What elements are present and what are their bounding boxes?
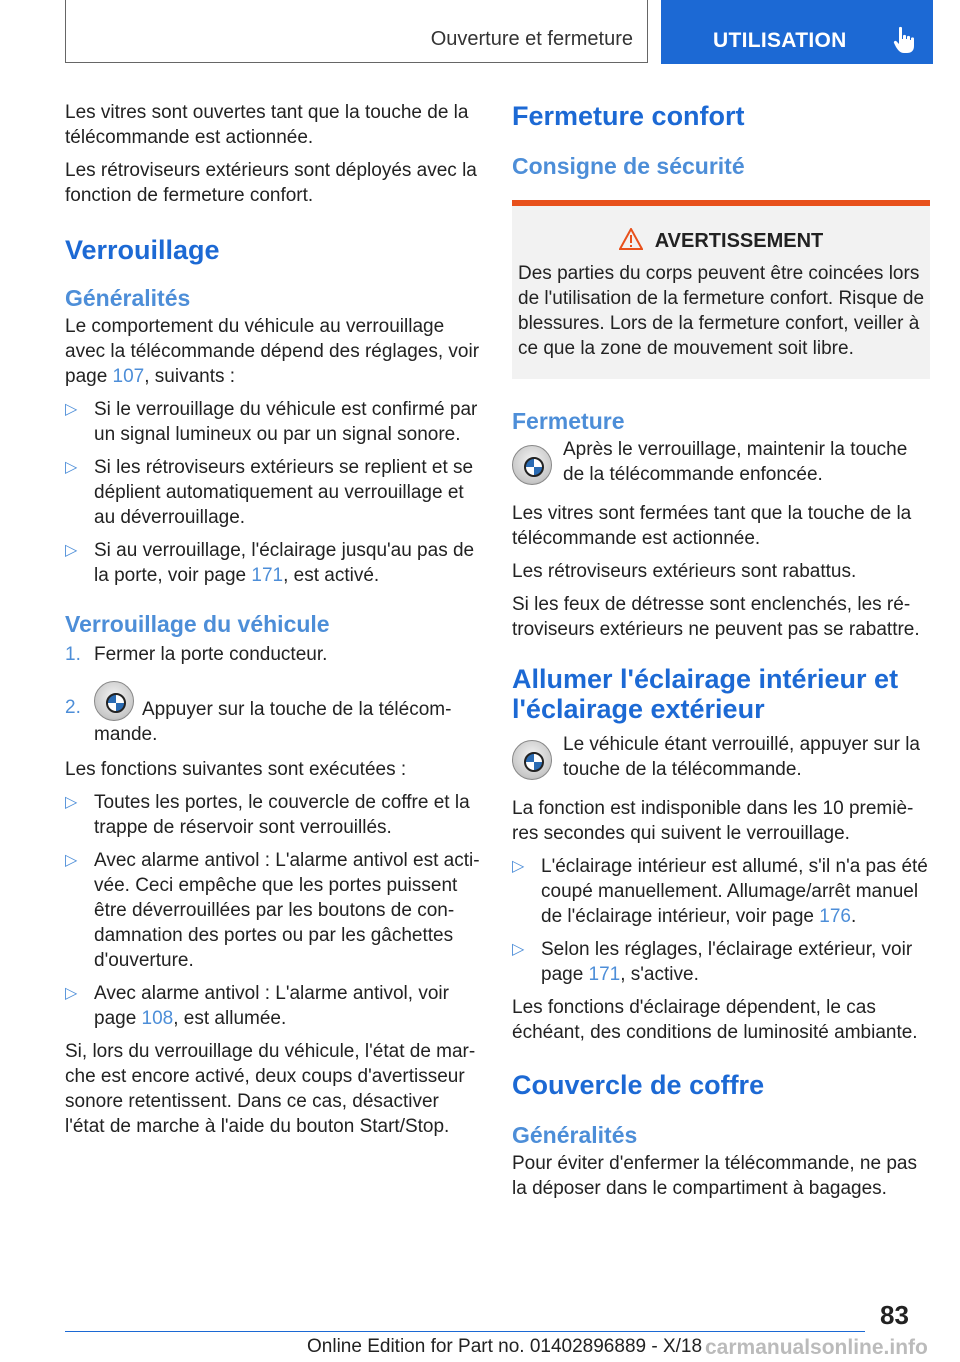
list-item xyxy=(65,848,483,973)
couvercle-paragraph: Pour éviter d'enfermer la télécommande, ne pas la déposer dans le compartiment à bagages. xyxy=(512,1153,917,1199)
warning-text: Des parties du corps peuvent être coincées lors de l'utilisation de la fermeture confort. Risque de blessures. Lors de la fermeture confort, veiller à ce que la zone de mouvement soit libre. xyxy=(518,263,925,359)
fermeture-instruction-text: Après le verrouillage, maintenir la touche de la télécommande enfoncée. xyxy=(563,439,908,485)
generalites-paragraph xyxy=(65,314,483,389)
allumer-paragraph-2: Les fonctions d'éclairage dépendent, le cas échéant, des conditions de luminosité ambiante. xyxy=(512,997,918,1043)
list-item xyxy=(65,397,483,447)
header-section-box xyxy=(65,0,648,63)
list-item xyxy=(65,538,483,588)
heading-verrouillage: Verrouillage xyxy=(65,235,220,265)
footer-divider xyxy=(65,1331,865,1332)
generalites-text-end: , suivants : xyxy=(144,366,236,387)
list-item-text: Si les rétroviseurs extérieurs se replient et se déplient automatiquement au verrouillage et au déverrouillage. xyxy=(94,457,474,528)
list-item-text-end: . xyxy=(850,906,857,927)
list-item-text-end: , est activé. xyxy=(283,565,380,586)
warning-title-text: AVERTISSEMENT xyxy=(654,230,824,252)
left-column xyxy=(65,100,483,1147)
fermeture-paragraph-2: Les rétroviseurs extérieurs sont rabattus. xyxy=(512,561,857,582)
functions-intro: Les fonctions suivantes sont exécutées : xyxy=(65,759,407,780)
warning-title xyxy=(518,228,924,253)
list-item-text-end: , est allumée. xyxy=(173,1008,287,1029)
step-number: 1. xyxy=(65,644,81,665)
triangle-bullet-icon: ▷ xyxy=(65,852,78,869)
intro-paragraph-1: Les vitres sont ouvertes tant que la touche de la télécommande est actionnée. xyxy=(65,102,469,148)
key-fob-icon xyxy=(512,445,552,485)
heading-couvercle-coffre: Couvercle de coffre xyxy=(512,1070,765,1100)
allumer-instruction xyxy=(512,732,930,782)
allumer-instruction-text: Le véhicule étant verrouillé, appuyer sur la touche de la télécommande. xyxy=(563,734,920,780)
allumer-paragraph-1: La fonction est indisponible dans les 10 premières secondes qui suivent le verrouillage. xyxy=(512,798,914,844)
page-number: 83 xyxy=(880,1300,909,1330)
generalites-text: Le comportement du véhicule au verrouillage avec la télécommande dépend des réglages, voir page xyxy=(65,316,480,387)
header-chapter-tab xyxy=(661,0,933,64)
heading-fermeture: Fermeture xyxy=(512,408,625,434)
closing-paragraph: Si, lors du verrouillage du véhicule, l'état de marche est encore activé, deux coups d'avertisseur sonore retentissent. Dans ce cas, désactiver l'état de marche à l'aide du bouton Start/Stop. xyxy=(65,1041,476,1137)
heading-verrouillage-vehicule: Verrouillage du véhicule xyxy=(65,611,330,637)
step-item xyxy=(65,677,483,747)
triangle-bullet-icon: ▷ xyxy=(65,794,78,811)
functions-list xyxy=(65,790,483,1031)
warning-triangle-icon xyxy=(619,228,643,250)
heading-allumer-eclairage: Allumer l'éclairage intérieur et l'éclairage extérieur xyxy=(512,664,899,724)
triangle-bullet-icon: ▷ xyxy=(65,459,78,476)
intro-paragraph-2: Les rétroviseurs extérieurs sont déployés avec la fonction de fermeture confort. xyxy=(65,160,477,206)
list-item-text: Toutes les portes, le couvercle de coffre et la trappe de réservoir sont verrouillés. xyxy=(94,792,470,838)
triangle-bullet-icon: ▷ xyxy=(512,858,525,875)
list-item-text: Avec alarme antivol : L'alarme antivol, voir page xyxy=(94,983,449,1029)
page-link-176[interactable]: 176 xyxy=(819,906,851,927)
hand-pointing-icon xyxy=(893,26,919,54)
key-fob-icon xyxy=(512,740,552,780)
step-text: Appuyer sur la touche de la télécommande. xyxy=(94,699,452,745)
heading-fermeture-confort: Fermeture confort xyxy=(512,101,745,131)
warning-box xyxy=(512,200,930,379)
heading-consigne-securite: Consigne de sécurité xyxy=(512,153,745,179)
fermeture-paragraph-3: Si les feux de détresse sont enclenchés, les rétroviseurs extérieurs ne peuvent pas se rabattre. xyxy=(512,594,920,640)
list-item-text: Selon les réglages, l'éclairage extérieur, voir page xyxy=(541,939,913,985)
list-item-text: Si le verrouillage du véhicule est confirmé par un signal lumineux ou par un signal sonore. xyxy=(94,399,478,445)
watermark: carmanualsonline.info xyxy=(705,1336,928,1359)
generalites-list xyxy=(65,397,483,588)
heading-generalites: Généralités xyxy=(65,285,191,311)
step-item xyxy=(65,642,483,667)
page-link-171[interactable]: 171 xyxy=(251,565,284,586)
triangle-bullet-icon: ▷ xyxy=(65,985,78,1002)
list-item xyxy=(512,937,930,987)
key-fob-icon xyxy=(94,681,134,721)
triangle-bullet-icon: ▷ xyxy=(65,542,78,559)
list-item xyxy=(65,455,483,530)
list-item-text: L'éclairage intérieur est allumé, s'il n'a pas été coupé manuellement. Allumage/arrêt manuel de l'éclairage intérieur, voir page xyxy=(541,856,928,927)
header-section-title: Ouverture et fermeture xyxy=(430,28,633,50)
footer-edition: Online Edition for Part no. 01402896889 - X/18 xyxy=(307,1336,703,1357)
fermeture-instruction xyxy=(512,437,930,487)
header-chapter-title: UTILISATION xyxy=(713,29,847,52)
step-number: 2. xyxy=(65,697,81,718)
steps-list xyxy=(65,642,483,747)
triangle-bullet-icon: ▷ xyxy=(65,401,78,418)
list-item xyxy=(512,854,930,929)
page-link-108[interactable]: 108 xyxy=(141,1008,174,1029)
triangle-bullet-icon: ▷ xyxy=(512,941,525,958)
fermeture-paragraph-1: Les vitres sont fermées tant que la touche de la télécommande est actionnée. xyxy=(512,503,912,549)
list-item xyxy=(65,981,483,1031)
page-link-107[interactable]: 107 xyxy=(112,366,145,387)
right-column xyxy=(512,100,930,1209)
allumer-list xyxy=(512,854,930,987)
list-item xyxy=(65,790,483,840)
page-header xyxy=(65,0,933,64)
page-link-171[interactable]: 171 xyxy=(588,964,621,985)
heading-generalites-2: Généralités xyxy=(512,1122,638,1148)
list-item-text: Si au verrouillage, l'éclairage jusqu'au pas de la porte, voir page xyxy=(94,540,475,586)
list-item-text-end: , s'active. xyxy=(620,964,699,985)
list-item-text: Avec alarme antivol : L'alarme antivol est activée. Ceci empêche que les portes puissent être déverrouillées par les boutons de condamnation des portes ou par les gâchettes d'ouverture. xyxy=(94,850,480,971)
step-text: Fermer la porte conducteur. xyxy=(94,644,328,665)
